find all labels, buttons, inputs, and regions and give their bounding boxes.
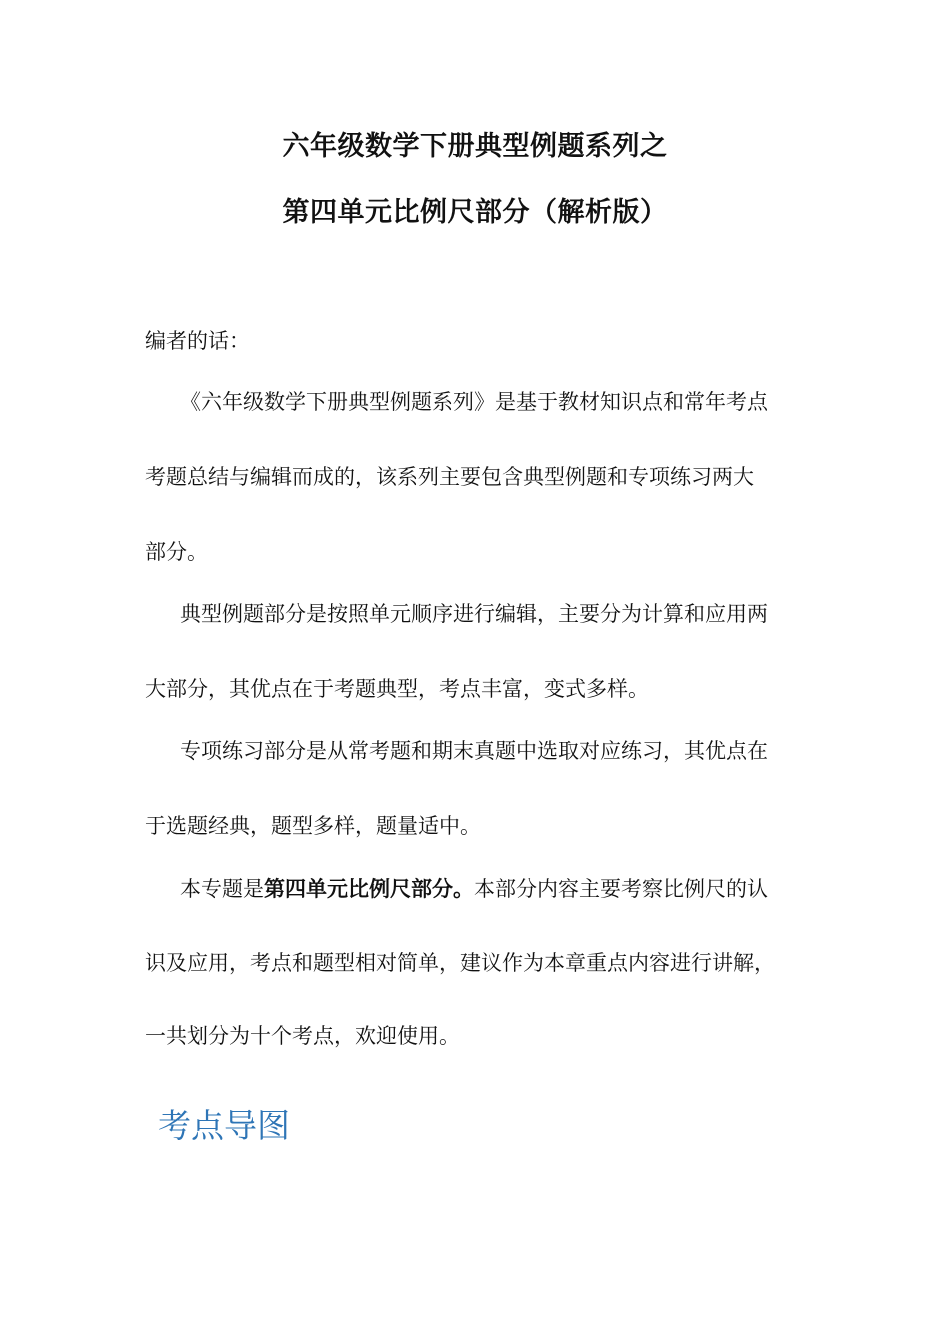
section-heading-outline: 考点导图	[158, 1106, 290, 1145]
paragraph-2-line-2: 大部分，其优点在于考题典型，考点丰富，变式多样。	[145, 677, 649, 701]
paragraph-4-line-1	[180, 873, 845, 903]
paragraph-1-line-2: 考题总结与编辑而成的，该系列主要包含典型例题和专项练习两大	[145, 465, 754, 489]
paragraph-4-line-2: 识及应用，考点和题型相对简单，建议作为本章重点内容进行讲解，	[145, 951, 775, 975]
paragraph-3-line-1: 专项练习部分是从常考题和期末真题中选取对应练习，其优点在	[180, 739, 768, 763]
editor-note-label: 编者的话：	[145, 329, 250, 353]
document-title-line-1: 六年级数学下册典型例题系列之	[282, 131, 668, 162]
paragraph-2-line-1: 典型例题部分是按照单元顺序进行编辑，主要分为计算和应用两	[180, 602, 768, 626]
paragraph-4-prefix: 本专题是	[180, 877, 264, 901]
document-title-line-2: 第四单元比例尺部分（解析版）	[282, 197, 668, 228]
paragraph-1-line-3: 部分。	[145, 540, 208, 564]
paragraph-4-bold-topic: 第四单元比例尺部分。	[264, 877, 474, 901]
paragraph-3-line-2: 于选题经典，题型多样，题量适中。	[145, 814, 481, 838]
paragraph-1-line-1: 《六年级数学下册典型例题系列》是基于教材知识点和常年考点	[180, 390, 768, 414]
paragraph-4-suffix: 本部分内容主要考察比例尺的认	[474, 877, 768, 901]
paragraph-4-line-3: 一共划分为十个考点，欢迎使用。	[145, 1024, 460, 1048]
